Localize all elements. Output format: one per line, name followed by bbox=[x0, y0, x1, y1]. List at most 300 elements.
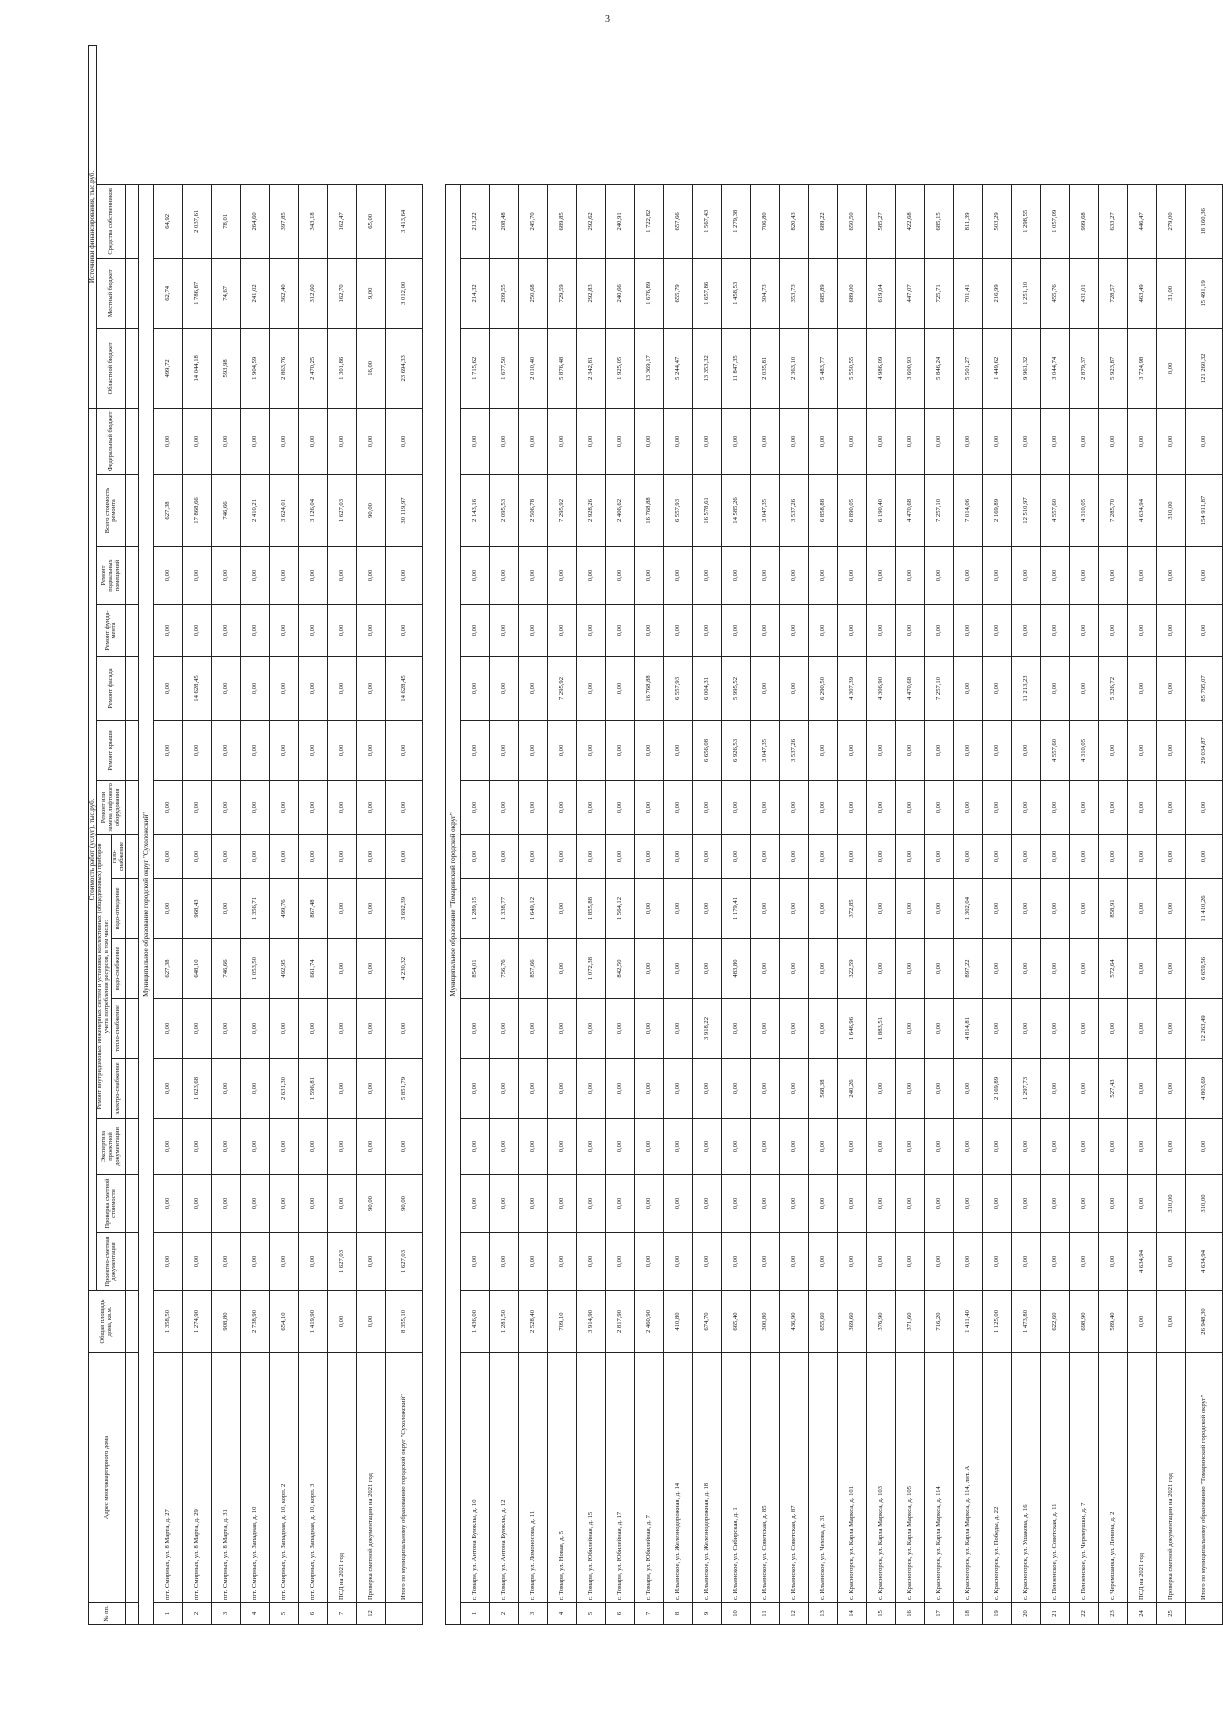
row-value: 0,00 bbox=[357, 657, 386, 721]
row-number: 8 bbox=[664, 1603, 693, 1625]
row-value: 7 257,10 bbox=[925, 657, 954, 721]
row-address: г. Томари, ул. Юбилейная, д. 17 bbox=[606, 1353, 635, 1603]
row-value: 16 578,61 bbox=[693, 475, 722, 547]
row-value: 0,00 bbox=[577, 835, 606, 879]
row-value: 0,00 bbox=[1157, 879, 1186, 939]
total-value: 3 692,39 bbox=[386, 879, 423, 939]
row-value: 0,00 bbox=[1128, 721, 1157, 781]
row-number: 7 bbox=[328, 1603, 357, 1625]
row-value: 0,00 bbox=[954, 547, 983, 605]
row-value: 2 460,90 bbox=[635, 1291, 664, 1353]
row-number: 13 bbox=[809, 1603, 838, 1625]
row-value: 0,00 bbox=[299, 408, 328, 474]
row-value: 0,00 bbox=[664, 879, 693, 939]
row-value: 1 356,71 bbox=[241, 879, 270, 939]
row-value: 4 470,68 bbox=[896, 475, 925, 547]
header-sewer: водо-отведение bbox=[111, 879, 125, 939]
total-value: 0,00 bbox=[1186, 1119, 1223, 1175]
row-value: 0,00 bbox=[693, 605, 722, 657]
row-value: 648,10 bbox=[183, 939, 212, 999]
row-value: 0,00 bbox=[577, 999, 606, 1059]
row-value: 0,00 bbox=[461, 781, 490, 835]
row-value: 1 298,55 bbox=[1012, 184, 1041, 258]
row-number: 9 bbox=[693, 1603, 722, 1625]
row-value: 292,83 bbox=[577, 258, 606, 328]
row-value: 376,90 bbox=[867, 1291, 896, 1353]
row-value: 1 596,81 bbox=[299, 1059, 328, 1119]
row-value: 4 470,68 bbox=[896, 657, 925, 721]
row-value: 619,04 bbox=[867, 258, 896, 328]
row-value: 0,00 bbox=[867, 408, 896, 474]
table-row bbox=[241, 46, 270, 1625]
table-row bbox=[983, 46, 1012, 1625]
row-value: 0,00 bbox=[519, 1119, 548, 1175]
row-value: 0,00 bbox=[461, 547, 490, 605]
row-value: 0,00 bbox=[490, 1233, 519, 1291]
row-value: 0,00 bbox=[780, 1059, 809, 1119]
row-value: 6 557,93 bbox=[664, 475, 693, 547]
row-value: 0,00 bbox=[664, 1233, 693, 1291]
row-value: 4 310,05 bbox=[1070, 721, 1099, 781]
row-value: 0,00 bbox=[635, 408, 664, 474]
row-value: 0,00 bbox=[328, 1291, 357, 1353]
row-address: г. Томари, ул. Новая, д. 5 bbox=[548, 1353, 577, 1603]
header-estimate-check: Проверка сметной стоимости bbox=[97, 1175, 126, 1233]
row-value: 0,00 bbox=[925, 1233, 954, 1291]
row-value: 1 567,43 bbox=[693, 184, 722, 258]
total-value: 3 012,00 bbox=[386, 258, 423, 328]
row-value: 0,00 bbox=[577, 781, 606, 835]
row-value: 858,91 bbox=[1099, 879, 1128, 939]
row-value: 3 537,26 bbox=[780, 475, 809, 547]
row-value: 0,00 bbox=[780, 835, 809, 879]
table-row bbox=[838, 46, 867, 1625]
row-value: 0,00 bbox=[838, 408, 867, 474]
table-row bbox=[722, 46, 751, 1625]
row-value: 0,00 bbox=[490, 835, 519, 879]
row-value: 725,71 bbox=[925, 258, 954, 328]
row-value: 0,00 bbox=[183, 605, 212, 657]
row-value: 0,00 bbox=[490, 408, 519, 474]
table-row bbox=[954, 46, 983, 1625]
row-value: 589,40 bbox=[1099, 1291, 1128, 1353]
row-value: 0,00 bbox=[1012, 999, 1041, 1059]
row-number: 2 bbox=[490, 1603, 519, 1625]
row-value: 746,66 bbox=[212, 939, 241, 999]
row-value: 0,00 bbox=[925, 408, 954, 474]
row-value: 2 506,78 bbox=[519, 475, 548, 547]
row-value: 0,00 bbox=[154, 1059, 183, 1119]
row-number: 12 bbox=[357, 1603, 386, 1625]
row-value: 5 244,47 bbox=[664, 328, 693, 408]
row-value: 0,00 bbox=[780, 879, 809, 939]
row-value: 0,00 bbox=[212, 408, 241, 474]
row-value: 729,59 bbox=[548, 258, 577, 328]
row-value: 1 057,09 bbox=[1041, 184, 1070, 258]
row-address: пгт. Смирных, ул. Западная, д. 10, корп. 3 bbox=[299, 1353, 328, 1603]
row-value: 0,00 bbox=[693, 1175, 722, 1233]
table-row bbox=[1099, 46, 1128, 1625]
row-value: 0,00 bbox=[241, 408, 270, 474]
row-value: 162,47 bbox=[328, 184, 357, 258]
row-value: 436,90 bbox=[780, 1291, 809, 1353]
row-value: 0,00 bbox=[809, 1175, 838, 1233]
row-value: 0,00 bbox=[1041, 1119, 1070, 1175]
row-value: 64,92 bbox=[154, 184, 183, 258]
row-value: 483,80 bbox=[722, 939, 751, 999]
row-number: 20 bbox=[1012, 1603, 1041, 1625]
row-address: ПСД на 2021 год bbox=[328, 1353, 357, 1603]
row-value: 0,00 bbox=[1157, 1119, 1186, 1175]
row-value: 0,00 bbox=[983, 939, 1012, 999]
row-value: 1 657,86 bbox=[693, 258, 722, 328]
row-value: 0,00 bbox=[461, 1059, 490, 1119]
row-value: 250,68 bbox=[519, 258, 548, 328]
row-value: 0,00 bbox=[1012, 939, 1041, 999]
row-value: 4 307,39 bbox=[838, 657, 867, 721]
row-value: 0,00 bbox=[357, 1233, 386, 1291]
row-value: 0,00 bbox=[1128, 657, 1157, 721]
row-value: 3 724,98 bbox=[1128, 328, 1157, 408]
row-value: 213,22 bbox=[461, 184, 490, 258]
row-value: 1 458,53 bbox=[722, 258, 751, 328]
row-value: 0,00 bbox=[1128, 1175, 1157, 1233]
row-value: 0,00 bbox=[925, 605, 954, 657]
row-value: 756,76 bbox=[490, 939, 519, 999]
row-value: 0,00 bbox=[183, 1175, 212, 1233]
row-value: 0,00 bbox=[154, 999, 183, 1059]
row-value: 0,00 bbox=[490, 721, 519, 781]
row-value: 6 557,93 bbox=[664, 657, 693, 721]
row-value: 0,00 bbox=[299, 657, 328, 721]
row-value: 310,00 bbox=[1157, 475, 1186, 547]
row-value: 1 449,62 bbox=[983, 328, 1012, 408]
row-value: 685,89 bbox=[809, 258, 838, 328]
row-value: 0,00 bbox=[896, 721, 925, 781]
row-value: 0,00 bbox=[983, 835, 1012, 879]
row-value: 0,00 bbox=[925, 1059, 954, 1119]
section-title-row bbox=[446, 46, 461, 1625]
header-internal-systems: Ремонт внутридомовых инженерных систем и установка коллективных (общедомовых) приборов учета потребления ресурсов, в том числе: bbox=[97, 835, 111, 1119]
row-value: 0,00 bbox=[1012, 547, 1041, 605]
row-address: пгт. Смирных, ул. Западная, д. 10 bbox=[241, 1353, 270, 1603]
row-number: 3 bbox=[212, 1603, 241, 1625]
row-value: 13 353,32 bbox=[693, 328, 722, 408]
row-value: 0,00 bbox=[548, 879, 577, 939]
row-value: 0,00 bbox=[751, 999, 780, 1059]
row-value: 820,43 bbox=[780, 184, 809, 258]
row-value: 208,48 bbox=[490, 184, 519, 258]
row-value: 4 557,60 bbox=[1041, 721, 1070, 781]
row-value: 0,00 bbox=[328, 781, 357, 835]
table-row bbox=[693, 46, 722, 1625]
row-value: 0,00 bbox=[693, 1119, 722, 1175]
row-value: 0,00 bbox=[548, 721, 577, 781]
table-row bbox=[490, 46, 519, 1625]
row-value: 1 411,40 bbox=[954, 1291, 983, 1353]
row-value: 0,00 bbox=[1041, 1059, 1070, 1119]
row-value: 698,90 bbox=[1070, 1291, 1099, 1353]
row-value: 422,68 bbox=[896, 184, 925, 258]
row-value: 1 883,51 bbox=[867, 999, 896, 1059]
total-value: 18 160,36 bbox=[1186, 184, 1223, 258]
row-value: 0,00 bbox=[357, 605, 386, 657]
row-value: 0,00 bbox=[780, 657, 809, 721]
row-number: 4 bbox=[548, 1603, 577, 1625]
row-value: 7 295,92 bbox=[548, 657, 577, 721]
total-value: 0,00 bbox=[386, 721, 423, 781]
row-number: 1 bbox=[154, 1603, 183, 1625]
row-value: 908,80 bbox=[212, 1291, 241, 1353]
row-address: с. Красногорск, ул. Карла Маркса, д. 101 bbox=[838, 1353, 867, 1603]
row-value: 2 863,76 bbox=[270, 328, 299, 408]
row-number: 24 bbox=[1128, 1603, 1157, 1625]
total-no bbox=[386, 1603, 423, 1625]
row-value: 0,00 bbox=[1157, 939, 1186, 999]
row-address: с. Ильинское, ул. Чехова, д. 31 bbox=[809, 1353, 838, 1603]
row-value: 674,70 bbox=[693, 1291, 722, 1353]
row-value: 0,00 bbox=[722, 999, 751, 1059]
row-value: 463,49 bbox=[1128, 258, 1157, 328]
row-value: 0,00 bbox=[1012, 879, 1041, 939]
row-value: 0,00 bbox=[693, 879, 722, 939]
row-number: 6 bbox=[606, 1603, 635, 1625]
section-title-row bbox=[139, 46, 154, 1625]
row-value: 854,01 bbox=[461, 939, 490, 999]
row-value: 0,00 bbox=[925, 879, 954, 939]
row-value: 0,00 bbox=[154, 605, 183, 657]
row-value: 0,00 bbox=[299, 1175, 328, 1233]
row-value: 0,00 bbox=[490, 605, 519, 657]
row-value: 0,00 bbox=[693, 781, 722, 835]
row-value: 685,15 bbox=[925, 184, 954, 258]
row-value: 0,00 bbox=[519, 721, 548, 781]
row-value: 4 310,05 bbox=[1070, 475, 1099, 547]
total-value: 15 491,19 bbox=[1186, 258, 1223, 328]
row-value: 0,00 bbox=[270, 721, 299, 781]
row-value: 0,00 bbox=[183, 1119, 212, 1175]
row-value: 0,00 bbox=[183, 547, 212, 605]
row-value: 0,00 bbox=[490, 781, 519, 835]
row-value: 1 904,59 bbox=[241, 328, 270, 408]
row-value: 1 855,88 bbox=[577, 879, 606, 939]
row-value: 264,60 bbox=[241, 184, 270, 258]
row-value: 3 044,74 bbox=[1041, 328, 1070, 408]
row-value: 0,00 bbox=[461, 721, 490, 781]
row-value: 0,00 bbox=[357, 879, 386, 939]
row-value: 0,00 bbox=[1041, 999, 1070, 1059]
row-value: 0,00 bbox=[577, 721, 606, 781]
row-value: 0,00 bbox=[519, 657, 548, 721]
row-value: 633,27 bbox=[1099, 184, 1128, 258]
row-value: 701,41 bbox=[954, 258, 983, 328]
row-value: 0,00 bbox=[154, 657, 183, 721]
row-value: 2 470,25 bbox=[299, 328, 328, 408]
row-value: 0,00 bbox=[867, 781, 896, 835]
row-value: 0,00 bbox=[519, 408, 548, 474]
row-value: 0,00 bbox=[212, 1119, 241, 1175]
row-value: 0,00 bbox=[1041, 1175, 1070, 1233]
row-value: 0,00 bbox=[1157, 605, 1186, 657]
row-address: г. Томари, ул. Юбилейная, д. 15 bbox=[577, 1353, 606, 1603]
row-value: 689,00 bbox=[838, 258, 867, 328]
row-value: 7 257,10 bbox=[925, 475, 954, 547]
row-value: 2 817,90 bbox=[606, 1291, 635, 1353]
row-value: 0,00 bbox=[722, 408, 751, 474]
row-value: 1 676,89 bbox=[635, 258, 664, 328]
row-value: 1 301,86 bbox=[328, 328, 357, 408]
total-value: 0,00 bbox=[386, 1119, 423, 1175]
row-value: 0,00 bbox=[519, 999, 548, 1059]
row-value: 0,00 bbox=[1012, 835, 1041, 879]
total-value: 154 911,87 bbox=[1186, 475, 1223, 547]
row-value: 0,00 bbox=[606, 547, 635, 605]
row-number: 19 bbox=[983, 1603, 1012, 1625]
row-value: 0,00 bbox=[838, 781, 867, 835]
row-value: 4 306,90 bbox=[867, 657, 896, 721]
row-value: 0,00 bbox=[328, 835, 357, 879]
row-value: 0,00 bbox=[461, 999, 490, 1059]
row-value: 0,00 bbox=[664, 1119, 693, 1175]
row-value: 0,00 bbox=[357, 1119, 386, 1175]
row-value: 0,00 bbox=[635, 721, 664, 781]
row-value: 503,29 bbox=[983, 184, 1012, 258]
row-value: 968,43 bbox=[183, 879, 212, 939]
row-value: 0,00 bbox=[183, 781, 212, 835]
row-value: 6 190,40 bbox=[867, 475, 896, 547]
row-value: 162,70 bbox=[328, 258, 357, 328]
row-value: 0,00 bbox=[270, 835, 299, 879]
table-row bbox=[1012, 46, 1041, 1625]
row-value: 0,00 bbox=[241, 721, 270, 781]
total-value: 29 034,87 bbox=[1186, 721, 1223, 781]
table-row bbox=[780, 46, 809, 1625]
row-value: 0,00 bbox=[357, 939, 386, 999]
row-value: 16 768,88 bbox=[635, 475, 664, 547]
row-value: 0,00 bbox=[606, 721, 635, 781]
row-value: 655,60 bbox=[809, 1291, 838, 1353]
row-value: 312,60 bbox=[299, 258, 328, 328]
row-value: 209,55 bbox=[490, 258, 519, 328]
row-value: 527,43 bbox=[1099, 1059, 1128, 1119]
row-value: 5 846,24 bbox=[925, 328, 954, 408]
row-address: с. Пензенское, ул. Черемушки, д. 7 bbox=[1070, 1353, 1099, 1603]
row-value: 0,00 bbox=[1012, 721, 1041, 781]
row-value: 0,00 bbox=[635, 939, 664, 999]
header-heat: тепло-снабжение bbox=[111, 999, 125, 1059]
row-value: 0,00 bbox=[357, 1291, 386, 1353]
row-value: 0,00 bbox=[1157, 1059, 1186, 1119]
row-value: 0,00 bbox=[925, 999, 954, 1059]
row-value: 0,00 bbox=[1099, 721, 1128, 781]
row-value: 0,00 bbox=[212, 547, 241, 605]
total-label: Итого по муниципальному образованию "Томаринский городской округ" bbox=[1186, 1353, 1223, 1603]
header-regional: Областной бюджет bbox=[97, 328, 126, 408]
row-value: 0,00 bbox=[954, 1119, 983, 1175]
row-value: 0,00 bbox=[1128, 939, 1157, 999]
row-value: 0,00 bbox=[693, 939, 722, 999]
row-value: 2 342,81 bbox=[577, 328, 606, 408]
row-value: 14 044,18 bbox=[183, 328, 212, 408]
row-value: 572,64 bbox=[1099, 939, 1128, 999]
row-value: 0,00 bbox=[809, 999, 838, 1059]
row-value: 657,66 bbox=[664, 184, 693, 258]
header-total: Всего стоимость ремонта bbox=[97, 475, 126, 547]
row-value: 0,00 bbox=[664, 939, 693, 999]
row-value: 0,00 bbox=[722, 1119, 751, 1175]
row-value: 1 297,73 bbox=[1012, 1059, 1041, 1119]
row-value: 0,00 bbox=[154, 547, 183, 605]
row-value: 2 169,89 bbox=[983, 1059, 1012, 1119]
row-number: 23 bbox=[1099, 1603, 1128, 1625]
row-value: 6 926,53 bbox=[722, 721, 751, 781]
row-value: 811,39 bbox=[954, 184, 983, 258]
row-value: 0,00 bbox=[212, 721, 241, 781]
row-address: пгт. Смирных, ул. 8 Марта, д. 31 bbox=[212, 1353, 241, 1603]
row-value: 0,00 bbox=[809, 605, 838, 657]
row-value: 0,00 bbox=[635, 1233, 664, 1291]
row-value: 1 649,12 bbox=[519, 879, 548, 939]
row-value: 0,00 bbox=[328, 1175, 357, 1233]
row-value: 78,01 bbox=[212, 184, 241, 258]
row-value: 0,00 bbox=[270, 781, 299, 835]
row-value: 0,00 bbox=[1070, 939, 1099, 999]
row-value: 0,00 bbox=[548, 605, 577, 657]
total-value: 310,00 bbox=[1186, 1175, 1223, 1233]
row-value: 446,47 bbox=[1128, 184, 1157, 258]
row-value: 0,00 bbox=[1157, 328, 1186, 408]
row-number: 18 bbox=[954, 1603, 983, 1625]
row-address: г. Томари, ул. Антона Буюклы, д. 12 bbox=[490, 1353, 519, 1603]
row-value: 0,00 bbox=[635, 781, 664, 835]
row-address: Проверка сметной документации на 2021 год bbox=[357, 1353, 386, 1603]
row-address: с. Ильинское, ул. Сибирская, д. 1 bbox=[722, 1353, 751, 1603]
row-value: 0,00 bbox=[1128, 781, 1157, 835]
row-value: 0,00 bbox=[925, 1175, 954, 1233]
row-value: 0,00 bbox=[867, 1175, 896, 1233]
row-value: 0,00 bbox=[809, 408, 838, 474]
row-value: 0,00 bbox=[328, 1119, 357, 1175]
row-value: 0,00 bbox=[212, 1175, 241, 1233]
row-value: 397,85 bbox=[270, 184, 299, 258]
row-value: 0,00 bbox=[490, 657, 519, 721]
row-value: 0,00 bbox=[809, 879, 838, 939]
row-value: 0,00 bbox=[606, 999, 635, 1059]
row-value: 0,00 bbox=[809, 721, 838, 781]
row-value: 5 995,52 bbox=[722, 657, 751, 721]
row-value: 0,00 bbox=[664, 721, 693, 781]
row-value: 2 631,30 bbox=[270, 1059, 299, 1119]
row-value: 0,00 bbox=[241, 1175, 270, 1233]
row-value: 5 501,27 bbox=[954, 328, 983, 408]
row-value: 897,22 bbox=[954, 939, 983, 999]
row-value: 2 738,90 bbox=[241, 1291, 270, 1353]
row-value: 661,74 bbox=[299, 939, 328, 999]
row-value: 0,00 bbox=[299, 605, 328, 657]
header-address: Адрес многоквартирного дома bbox=[89, 1353, 126, 1603]
row-address: с. Ильинское, ул. Железнодорожная, д. 18 bbox=[693, 1353, 722, 1603]
header-water: водо-снабжение bbox=[111, 939, 125, 999]
row-value: 0,00 bbox=[1157, 1291, 1186, 1353]
row-value: 0,00 bbox=[299, 999, 328, 1059]
row-value: 0,00 bbox=[519, 605, 548, 657]
row-value: 0,00 bbox=[751, 1233, 780, 1291]
row-value: 0,00 bbox=[838, 605, 867, 657]
row-value: 5 923,87 bbox=[1099, 328, 1128, 408]
row-value: 90,00 bbox=[357, 475, 386, 547]
row-value: 0,00 bbox=[1070, 1059, 1099, 1119]
row-value: 2 095,53 bbox=[490, 475, 519, 547]
